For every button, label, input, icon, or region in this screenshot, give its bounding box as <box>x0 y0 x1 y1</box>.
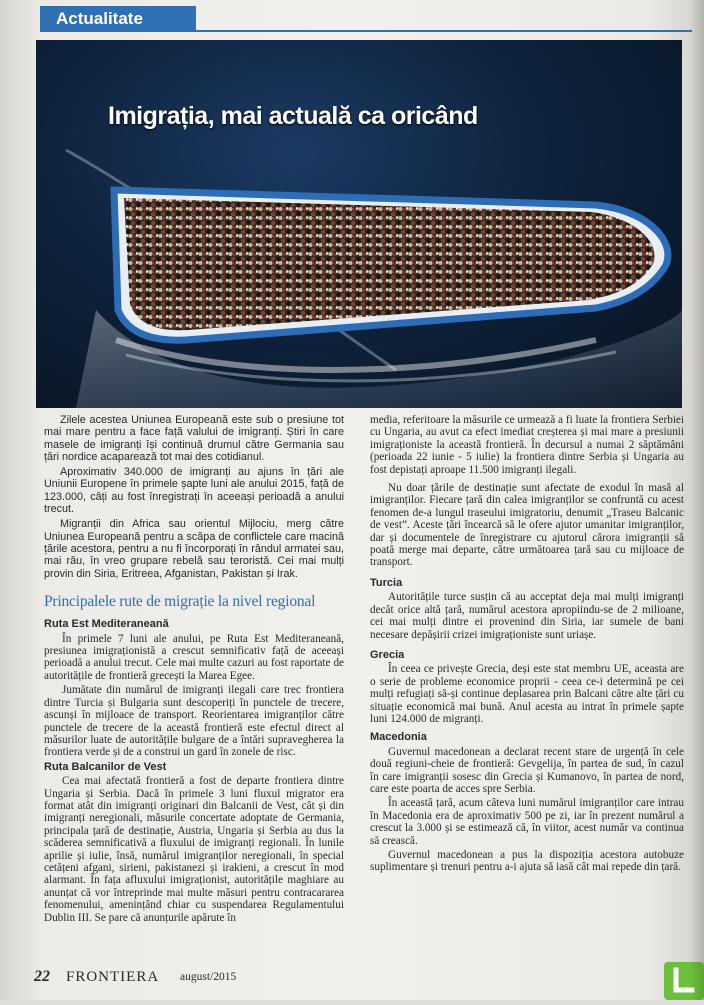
body-paragraph: Guvernul macedonean a pus la dispoziția acestora autobuze suplimentare și trenuri pentru a-i ajuta să iasă cât mai repede din țară. <box>370 849 684 874</box>
section-label: Actualitate <box>40 6 196 32</box>
body-paragraph: În primele 7 luni ale anului, pe Ruta Est Mediteraneană, presiunea imigraționistă a crescut semnificativ față de aceeași perioadă a anului trecut. Cele mai multe cazuri au fost raportate de autoritățile de frontieră grecești la Marea Egee. <box>44 632 344 682</box>
body-paragraph: media, referitoare la măsurile ce urmează a fi luate la frontiera Serbiei cu Ungaria, au avut ca efect imediat creșterea și mai mare a presiunii imigraționiste la această frontieră. În decursul a numai 2 săptămâni (perioada 22 iunie - 5 iulie) la frontiera dintre Serbia și Ungaria au fost depistați aproape 11.500 imigranți ilegali. <box>370 414 684 476</box>
page-footer <box>34 968 654 990</box>
body-paragraph: În această țară, acum câteva luni numărul imigranților care intrau în Macedonia era de aproximativ 500 pe zi, iar în prezent numărul a crescut la 3.000 și se estimează că, în viitor, acest număr va continua să crească. <box>370 797 684 847</box>
body-paragraph: Cea mai afectată frontieră a fost de departe frontiera dintre Ungaria și Serbia. Dacă în primele 3 luni fluxul migrator era format atât din imigranți originari din Balcanii de Vest, cât și din imigranți neregionali, măsurile concertate adoptate de Germania, principala țară de destinație, Austria, Ungaria și Serbia au dus la scăderea semnificativă a fluxului de imigranți regionali. În lunile aprilie și iulie, însă, numărul imigranților neregionali, în special cetățeni afgani, sirieni, pakistanezi și irakieni, a crescut în mod alarmant. În fața afluxului imigraționist, autoritățile maghiare au anunțat că vor întreprinde mai multe măsuri pentru contracararea fenomenului, amenințând chiar cu suspendarea Regulamentului Dublin III. Se pare că anunțurile apărute în <box>44 775 344 924</box>
body-paragraph: Autoritățile turce susțin că au acceptat deja mai mulți imigranți decât orice altă țară, numărul acestora apropiindu-se de 2 milioane, cei mai mulți dintre ei provenind din Siria, iar sumele de bani necesare depășirii crizei imigraționiste sunt uriașe. <box>370 591 684 641</box>
left-column <box>44 414 344 926</box>
lead-paragraph: Migranții din Africa sau orientul Mijlociu, merg către Uniunea Europeană pentru a scăpa de conflictele care macină țările acestora, pentru a nu fi încorporați în rândul armatei sau, mai rău, în vreo grupare rebelă sau teroristă. Cei mai mulți provin din Siria, Eritreea, Afganistan, Pakistan și Irak. <box>44 518 344 580</box>
body-paragraph: Jumătate din numărul de imigranți ilegali care trec frontiera dintre Turcia și Bulgaria sunt descoperiți în punctele de trecere, ascunși în mijloace de transport. Reorientarea imigranților către punctele de trecere de la această frontieră este efectul direct al măsurilor luate de autoritățile bulgare de a întări supravegherea la frontiera verde și de a construi un gard în zonele de risc. <box>44 684 344 759</box>
turcia-heading: Turcia <box>370 576 403 589</box>
hero-photo <box>36 40 682 408</box>
article-title: Imigrația, mai actuală ca oricând <box>108 102 478 130</box>
macedonia-heading: Macedonia <box>370 731 427 744</box>
grecia-heading: Grecia <box>370 648 405 661</box>
page-number: 22 <box>34 968 50 985</box>
magazine-name: FRONTIERA <box>66 969 160 985</box>
body-paragraph: Nu doar țările de destinație sunt afectate de exodul în masă al imigranților. Fiecare țară din calea imigranților se confruntă cu acest fenomen de-a lungul traseului imigratoriu, denumit „Traseu Balcanic de vest”. Aceste țări încearcă să le ofere ajutor umanitar imigranților, dar și documentele de înregistrare cu ajutorul cărora imigranții să poată merge mai departe, către următoarea țară sau cu mijloace de transport. <box>370 482 684 569</box>
migrant-boat-illustration <box>36 40 682 408</box>
lead-paragraph: Aproximativ 340.000 de imigranți au ajuns în țări ale Uniunii Europene în primele șapte luni ale anului 2015, față de 123.000, câți au fost înregistrați în aceeași perioadă a anului trecut. <box>44 466 344 516</box>
lead-paragraph: Zilele acestea Uniunea Europeană este sub o presiune tot mai mare pentru a face față valului de imigranți. Știri în care masele de imigranți își continuă drumul către Germania sau țări nordice acaparează tot mai des cotidianul. <box>44 414 344 463</box>
right-column <box>370 414 684 876</box>
issue-date: august/2015 <box>180 971 237 983</box>
section-subheading: Principalele rute de migrație la nivel regional <box>44 592 316 610</box>
ruta-est-heading: Ruta Est Mediteraneană <box>44 618 169 631</box>
page-edge-shadow <box>690 0 704 1000</box>
lead-block <box>44 414 344 580</box>
ruta-balcani-heading: Ruta Balcanilor de Vest <box>44 760 167 773</box>
section-rule <box>196 30 692 32</box>
body-paragraph: În ceea ce privește Grecia, deși este stat membru UE, aceasta are o serie de probleme economice proprii - ceea ce-i determină pe cei mulți refugiați să-și continue deplasarea prin Balcani către alte țări cu situație economică mai bună. Anul acesta au intrat în primele șapte luni 124.000 de migranți. <box>370 663 684 725</box>
body-paragraph: Guvernul macedonean a declarat recent stare de urgență în cele două regiuni-cheie de frontieră: Gevgelija, în partea de sud, în cazul în care imigranții sosesc din Grecia și Kumanovo, în partea de nord, care este poarta de acces spre Serbia. <box>370 745 684 795</box>
